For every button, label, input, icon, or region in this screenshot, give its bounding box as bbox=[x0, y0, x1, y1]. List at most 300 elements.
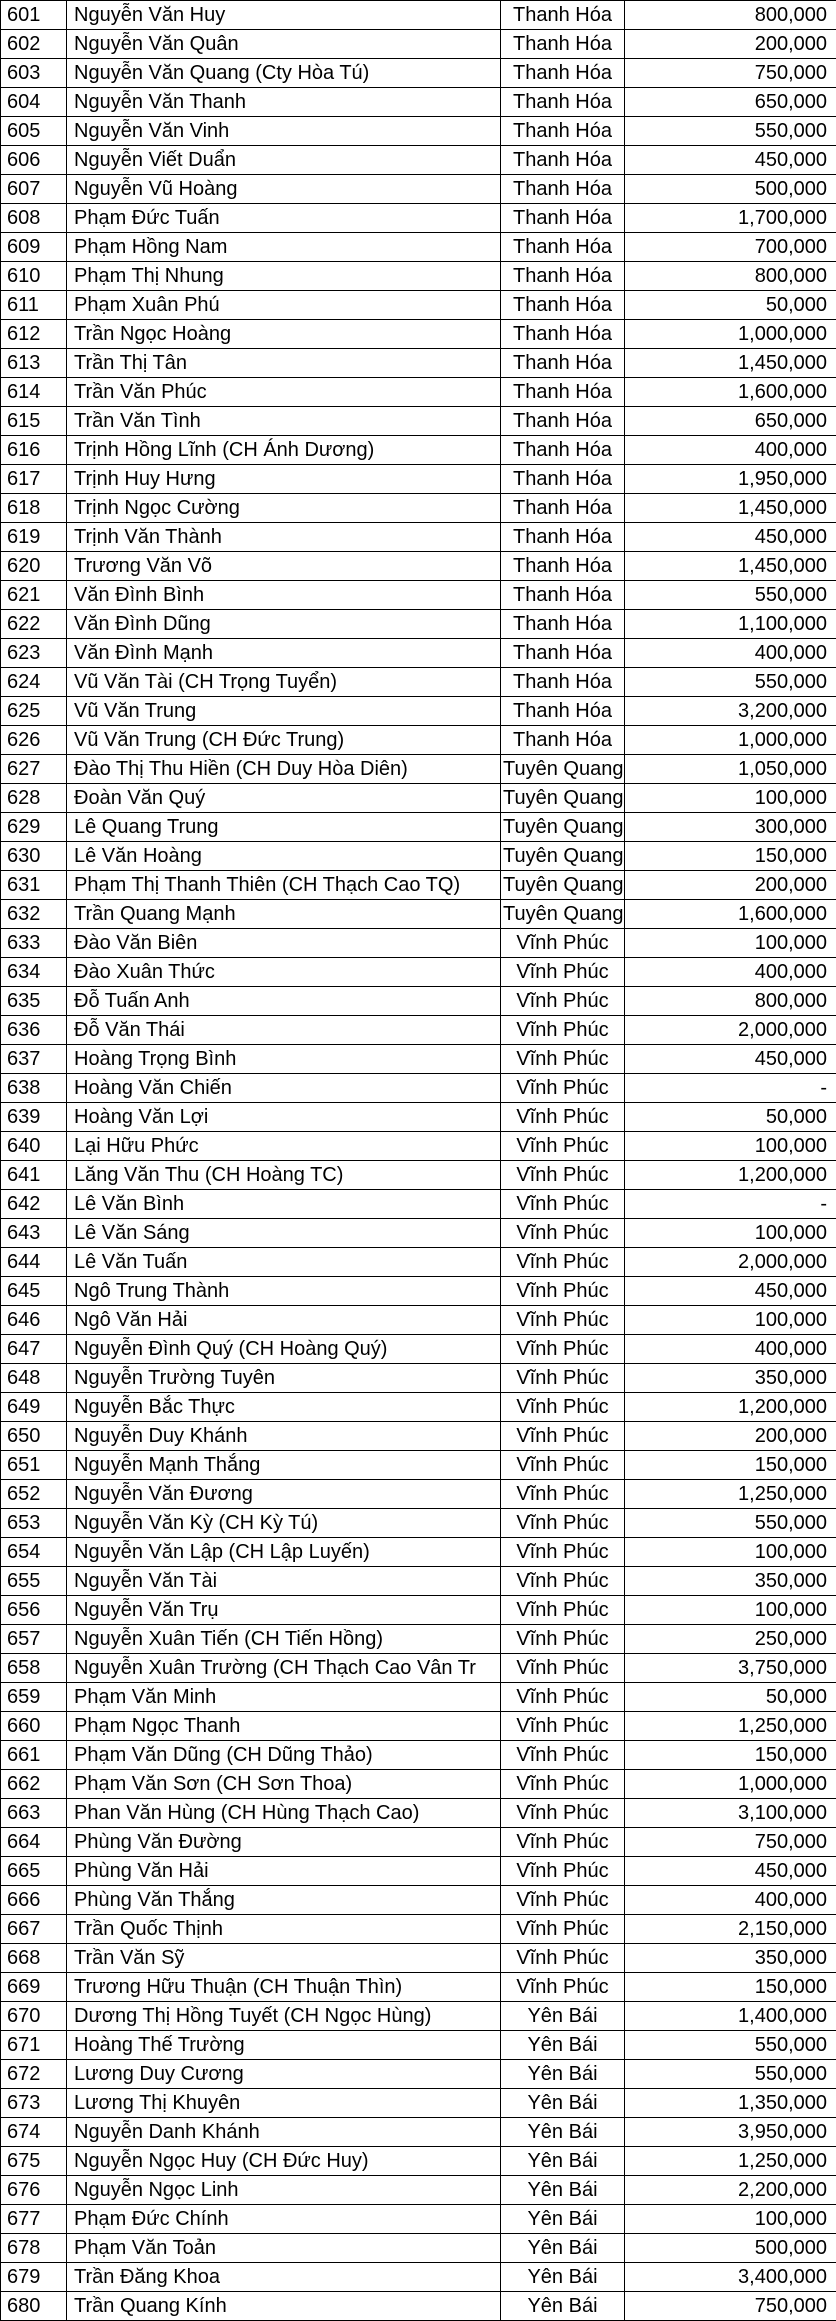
name-cell: Nguyễn Xuân Tiến (CH Tiến Hồng) bbox=[67, 1625, 501, 1654]
province-cell: Thanh Hóa bbox=[501, 175, 625, 204]
table-row bbox=[1, 1741, 836, 1770]
amount-cell: 450,000 bbox=[625, 523, 836, 552]
table-row bbox=[1, 1016, 836, 1045]
row-number-cell: 678 bbox=[1, 2234, 67, 2263]
province-cell: Thanh Hóa bbox=[501, 494, 625, 523]
name-cell: Nguyễn Mạnh Thắng bbox=[67, 1451, 501, 1480]
table-row bbox=[1, 1538, 836, 1567]
name-cell: Văn Đình Mạnh bbox=[67, 639, 501, 668]
amount-cell: 100,000 bbox=[625, 1306, 836, 1335]
row-number-cell: 603 bbox=[1, 59, 67, 88]
amount-cell: 2,150,000 bbox=[625, 1915, 836, 1944]
amount-cell: 400,000 bbox=[625, 1886, 836, 1915]
name-cell: Trần Văn Tình bbox=[67, 407, 501, 436]
province-cell: Thanh Hóa bbox=[501, 726, 625, 755]
province-cell: Thanh Hóa bbox=[501, 581, 625, 610]
province-cell: Yên Bái bbox=[501, 2292, 625, 2321]
province-cell: Tuyên Quang bbox=[501, 784, 625, 813]
table-row bbox=[1, 1799, 836, 1828]
name-cell: Hoàng Văn Chiến bbox=[67, 1074, 501, 1103]
row-number-cell: 650 bbox=[1, 1422, 67, 1451]
table-row bbox=[1, 1625, 836, 1654]
table-row bbox=[1, 1480, 836, 1509]
province-cell: Vĩnh Phúc bbox=[501, 1973, 625, 2002]
amount-cell: 750,000 bbox=[625, 2292, 836, 2321]
amount-cell: 550,000 bbox=[625, 2060, 836, 2089]
province-cell: Vĩnh Phúc bbox=[501, 1625, 625, 1654]
amount-cell: 100,000 bbox=[625, 784, 836, 813]
province-cell: Tuyên Quang bbox=[501, 871, 625, 900]
row-number-cell: 675 bbox=[1, 2147, 67, 2176]
province-cell: Vĩnh Phúc bbox=[501, 1857, 625, 1886]
name-cell: Lăng Văn Thu (CH Hoàng TC) bbox=[67, 1161, 501, 1190]
province-cell: Thanh Hóa bbox=[501, 1, 625, 30]
province-cell: Thanh Hóa bbox=[501, 233, 625, 262]
table-row bbox=[1, 1567, 836, 1596]
amount-cell: 50,000 bbox=[625, 291, 836, 320]
amount-cell: 1,600,000 bbox=[625, 900, 836, 929]
name-cell: Trần Văn Phúc bbox=[67, 378, 501, 407]
name-cell: Vũ Văn Trung (CH Đức Trung) bbox=[67, 726, 501, 755]
name-cell: Nguyễn Văn Đương bbox=[67, 1480, 501, 1509]
table-row bbox=[1, 1335, 836, 1364]
province-cell: Thanh Hóa bbox=[501, 262, 625, 291]
amount-cell: 1,250,000 bbox=[625, 1480, 836, 1509]
table-row bbox=[1, 291, 836, 320]
name-cell: Nguyễn Văn Vinh bbox=[67, 117, 501, 146]
row-number-cell: 662 bbox=[1, 1770, 67, 1799]
amount-cell: 100,000 bbox=[625, 2205, 836, 2234]
amount-cell: - bbox=[625, 1074, 836, 1103]
row-number-cell: 646 bbox=[1, 1306, 67, 1335]
row-number-cell: 641 bbox=[1, 1161, 67, 1190]
amount-cell: 1,700,000 bbox=[625, 204, 836, 233]
row-number-cell: 607 bbox=[1, 175, 67, 204]
row-number-cell: 655 bbox=[1, 1567, 67, 1596]
table-row bbox=[1, 407, 836, 436]
province-cell: Thanh Hóa bbox=[501, 610, 625, 639]
province-cell: Vĩnh Phúc bbox=[501, 958, 625, 987]
table-row bbox=[1, 813, 836, 842]
name-cell: Phạm Văn Sơn (CH Sơn Thoa) bbox=[67, 1770, 501, 1799]
row-number-cell: 652 bbox=[1, 1480, 67, 1509]
name-cell: Nguyễn Danh Khánh bbox=[67, 2118, 501, 2147]
row-number-cell: 611 bbox=[1, 291, 67, 320]
row-number-cell: 622 bbox=[1, 610, 67, 639]
name-cell: Hoàng Trọng Bình bbox=[67, 1045, 501, 1074]
name-cell: Phạm Văn Minh bbox=[67, 1683, 501, 1712]
province-cell: Vĩnh Phúc bbox=[501, 1364, 625, 1393]
row-number-cell: 647 bbox=[1, 1335, 67, 1364]
name-cell: Phạm Văn Toản bbox=[67, 2234, 501, 2263]
row-number-cell: 609 bbox=[1, 233, 67, 262]
name-cell: Phùng Văn Đường bbox=[67, 1828, 501, 1857]
province-cell: Thanh Hóa bbox=[501, 523, 625, 552]
table-row bbox=[1, 2060, 836, 2089]
amount-cell: 800,000 bbox=[625, 1, 836, 30]
row-number-cell: 612 bbox=[1, 320, 67, 349]
name-cell: Phùng Văn Hải bbox=[67, 1857, 501, 1886]
province-cell: Yên Bái bbox=[501, 2118, 625, 2147]
table-row bbox=[1, 552, 836, 581]
row-number-cell: 674 bbox=[1, 2118, 67, 2147]
amount-cell: 150,000 bbox=[625, 842, 836, 871]
province-cell: Vĩnh Phúc bbox=[501, 1132, 625, 1161]
amount-cell: 200,000 bbox=[625, 871, 836, 900]
province-cell: Vĩnh Phúc bbox=[501, 1538, 625, 1567]
table-row bbox=[1, 610, 836, 639]
table-row bbox=[1, 958, 836, 987]
row-number-cell: 621 bbox=[1, 581, 67, 610]
table-row bbox=[1, 1306, 836, 1335]
table-row bbox=[1, 2002, 836, 2031]
amount-cell: 400,000 bbox=[625, 958, 836, 987]
province-cell: Vĩnh Phúc bbox=[501, 1190, 625, 1219]
name-cell: Nguyễn Ngọc Linh bbox=[67, 2176, 501, 2205]
table-row bbox=[1, 1074, 836, 1103]
amount-cell: 2,200,000 bbox=[625, 2176, 836, 2205]
name-cell: Lê Văn Bình bbox=[67, 1190, 501, 1219]
name-cell: Đào Văn Biên bbox=[67, 929, 501, 958]
name-cell: Trần Quốc Thịnh bbox=[67, 1915, 501, 1944]
amount-cell: 1,000,000 bbox=[625, 1770, 836, 1799]
row-number-cell: 668 bbox=[1, 1944, 67, 1973]
name-cell: Nguyễn Văn Huy bbox=[67, 1, 501, 30]
province-cell: Vĩnh Phúc bbox=[501, 1306, 625, 1335]
row-number-cell: 640 bbox=[1, 1132, 67, 1161]
row-number-cell: 630 bbox=[1, 842, 67, 871]
amount-cell: 1,200,000 bbox=[625, 1393, 836, 1422]
amount-cell: 1,450,000 bbox=[625, 494, 836, 523]
province-cell: Vĩnh Phúc bbox=[501, 1683, 625, 1712]
amount-cell: 200,000 bbox=[625, 30, 836, 59]
province-cell: Thanh Hóa bbox=[501, 378, 625, 407]
province-cell: Thanh Hóa bbox=[501, 88, 625, 117]
amount-cell: 3,100,000 bbox=[625, 1799, 836, 1828]
name-cell: Ngô Trung Thành bbox=[67, 1277, 501, 1306]
amount-cell: 1,100,000 bbox=[625, 610, 836, 639]
table-row bbox=[1, 2147, 836, 2176]
amount-cell: 200,000 bbox=[625, 1422, 836, 1451]
amount-cell: 650,000 bbox=[625, 88, 836, 117]
table-row bbox=[1, 1393, 836, 1422]
name-cell: Nguyễn Duy Khánh bbox=[67, 1422, 501, 1451]
name-cell: Nguyễn Văn Thanh bbox=[67, 88, 501, 117]
province-cell: Vĩnh Phúc bbox=[501, 1016, 625, 1045]
name-cell: Lê Văn Tuấn bbox=[67, 1248, 501, 1277]
row-number-cell: 656 bbox=[1, 1596, 67, 1625]
table-row bbox=[1, 1944, 836, 1973]
row-number-cell: 615 bbox=[1, 407, 67, 436]
name-cell: Văn Đình Dũng bbox=[67, 610, 501, 639]
table-row bbox=[1, 436, 836, 465]
province-cell: Vĩnh Phúc bbox=[501, 1712, 625, 1741]
province-cell: Vĩnh Phúc bbox=[501, 1509, 625, 1538]
row-number-cell: 665 bbox=[1, 1857, 67, 1886]
row-number-cell: 606 bbox=[1, 146, 67, 175]
amount-cell: 2,000,000 bbox=[625, 1016, 836, 1045]
amount-cell: 400,000 bbox=[625, 1335, 836, 1364]
province-cell: Vĩnh Phúc bbox=[501, 1799, 625, 1828]
province-cell: Vĩnh Phúc bbox=[501, 1451, 625, 1480]
name-cell: Trần Đăng Khoa bbox=[67, 2263, 501, 2292]
row-number-cell: 626 bbox=[1, 726, 67, 755]
row-number-cell: 635 bbox=[1, 987, 67, 1016]
table-row bbox=[1, 581, 836, 610]
table-row bbox=[1, 1248, 836, 1277]
province-cell: Thanh Hóa bbox=[501, 639, 625, 668]
row-number-cell: 633 bbox=[1, 929, 67, 958]
table-row bbox=[1, 755, 836, 784]
amount-cell: 500,000 bbox=[625, 2234, 836, 2263]
amount-cell: 350,000 bbox=[625, 1567, 836, 1596]
name-cell: Nguyễn Văn Lập (CH Lập Luyến) bbox=[67, 1538, 501, 1567]
row-number-cell: 616 bbox=[1, 436, 67, 465]
table-row bbox=[1, 59, 836, 88]
province-cell: Vĩnh Phúc bbox=[501, 1915, 625, 1944]
name-cell: Trần Thị Tân bbox=[67, 349, 501, 378]
amount-cell: 1,450,000 bbox=[625, 349, 836, 378]
province-cell: Thanh Hóa bbox=[501, 59, 625, 88]
row-number-cell: 634 bbox=[1, 958, 67, 987]
row-number-cell: 658 bbox=[1, 1654, 67, 1683]
row-number-cell: 605 bbox=[1, 117, 67, 146]
row-number-cell: 610 bbox=[1, 262, 67, 291]
province-cell: Yên Bái bbox=[501, 2147, 625, 2176]
amount-cell: 700,000 bbox=[625, 233, 836, 262]
province-cell: Thanh Hóa bbox=[501, 291, 625, 320]
province-cell: Vĩnh Phúc bbox=[501, 1248, 625, 1277]
province-cell: Thanh Hóa bbox=[501, 117, 625, 146]
row-number-cell: 672 bbox=[1, 2060, 67, 2089]
table-row bbox=[1, 697, 836, 726]
name-cell: Lê Văn Hoàng bbox=[67, 842, 501, 871]
name-cell: Lương Duy Cương bbox=[67, 2060, 501, 2089]
row-number-cell: 628 bbox=[1, 784, 67, 813]
row-number-cell: 636 bbox=[1, 1016, 67, 1045]
name-cell: Phạm Thị Thanh Thiên (CH Thạch Cao TQ) bbox=[67, 871, 501, 900]
table-row bbox=[1, 88, 836, 117]
table-row bbox=[1, 1654, 836, 1683]
name-cell: Trương Văn Võ bbox=[67, 552, 501, 581]
name-cell: Trần Quang Mạnh bbox=[67, 900, 501, 929]
name-cell: Đỗ Tuấn Anh bbox=[67, 987, 501, 1016]
amount-cell: 100,000 bbox=[625, 929, 836, 958]
table-row bbox=[1, 1451, 836, 1480]
name-cell: Trịnh Văn Thành bbox=[67, 523, 501, 552]
table-row bbox=[1, 668, 836, 697]
table-row bbox=[1, 1364, 836, 1393]
table-row bbox=[1, 871, 836, 900]
table-row bbox=[1, 523, 836, 552]
province-cell: Thanh Hóa bbox=[501, 204, 625, 233]
province-cell: Yên Bái bbox=[501, 2002, 625, 2031]
row-number-cell: 601 bbox=[1, 1, 67, 30]
province-cell: Vĩnh Phúc bbox=[501, 1480, 625, 1509]
amount-cell: 1,000,000 bbox=[625, 726, 836, 755]
name-cell: Trịnh Huy Hưng bbox=[67, 465, 501, 494]
amount-cell: 1,200,000 bbox=[625, 1161, 836, 1190]
province-cell: Vĩnh Phúc bbox=[501, 1045, 625, 1074]
name-cell: Phạm Xuân Phú bbox=[67, 291, 501, 320]
row-number-cell: 669 bbox=[1, 1973, 67, 2002]
row-number-cell: 660 bbox=[1, 1712, 67, 1741]
table-body bbox=[1, 1, 836, 2321]
name-cell: Đỗ Văn Thái bbox=[67, 1016, 501, 1045]
row-number-cell: 618 bbox=[1, 494, 67, 523]
amount-cell: 3,950,000 bbox=[625, 2118, 836, 2147]
table-row bbox=[1, 494, 836, 523]
table-row bbox=[1, 1596, 836, 1625]
name-cell: Vũ Văn Trung bbox=[67, 697, 501, 726]
amount-cell: 100,000 bbox=[625, 1596, 836, 1625]
amount-cell: 350,000 bbox=[625, 1944, 836, 1973]
amount-cell: 450,000 bbox=[625, 1277, 836, 1306]
name-cell: Phạm Ngọc Thanh bbox=[67, 1712, 501, 1741]
name-cell: Phạm Văn Dũng (CH Dũng Thảo) bbox=[67, 1741, 501, 1770]
table-row bbox=[1, 378, 836, 407]
province-cell: Vĩnh Phúc bbox=[501, 1886, 625, 1915]
province-cell: Thanh Hóa bbox=[501, 30, 625, 59]
table-row bbox=[1, 842, 836, 871]
row-number-cell: 653 bbox=[1, 1509, 67, 1538]
table-row bbox=[1, 1712, 836, 1741]
amount-cell: 350,000 bbox=[625, 1364, 836, 1393]
amount-cell: 50,000 bbox=[625, 1103, 836, 1132]
row-number-cell: 661 bbox=[1, 1741, 67, 1770]
amount-cell: 300,000 bbox=[625, 813, 836, 842]
province-cell: Vĩnh Phúc bbox=[501, 1422, 625, 1451]
table-row bbox=[1, 2031, 836, 2060]
row-number-cell: 638 bbox=[1, 1074, 67, 1103]
amount-cell: 3,200,000 bbox=[625, 697, 836, 726]
province-cell: Thanh Hóa bbox=[501, 146, 625, 175]
table-row bbox=[1, 2176, 836, 2205]
row-number-cell: 648 bbox=[1, 1364, 67, 1393]
row-number-cell: 651 bbox=[1, 1451, 67, 1480]
amount-cell: 100,000 bbox=[625, 1219, 836, 1248]
province-cell: Thanh Hóa bbox=[501, 407, 625, 436]
province-cell: Thanh Hóa bbox=[501, 436, 625, 465]
row-number-cell: 613 bbox=[1, 349, 67, 378]
row-number-cell: 680 bbox=[1, 2292, 67, 2321]
amount-cell: 450,000 bbox=[625, 146, 836, 175]
name-cell: Hoàng Thế Trường bbox=[67, 2031, 501, 2060]
province-cell: Yên Bái bbox=[501, 2031, 625, 2060]
name-cell: Trịnh Hồng Lĩnh (CH Ánh Dương) bbox=[67, 436, 501, 465]
amount-cell: 100,000 bbox=[625, 1538, 836, 1567]
name-cell: Đoàn Văn Quý bbox=[67, 784, 501, 813]
amount-cell: 400,000 bbox=[625, 639, 836, 668]
row-number-cell: 671 bbox=[1, 2031, 67, 2060]
row-number-cell: 619 bbox=[1, 523, 67, 552]
table-row bbox=[1, 1103, 836, 1132]
table-row bbox=[1, 204, 836, 233]
row-number-cell: 649 bbox=[1, 1393, 67, 1422]
row-number-cell: 629 bbox=[1, 813, 67, 842]
amount-cell: 750,000 bbox=[625, 59, 836, 88]
name-cell: Nguyễn Trường Tuyên bbox=[67, 1364, 501, 1393]
table-row bbox=[1, 1973, 836, 2002]
row-number-cell: 663 bbox=[1, 1799, 67, 1828]
table-row bbox=[1, 262, 836, 291]
amount-cell: 800,000 bbox=[625, 262, 836, 291]
row-number-cell: 632 bbox=[1, 900, 67, 929]
table-row bbox=[1, 30, 836, 59]
amount-cell: 3,400,000 bbox=[625, 2263, 836, 2292]
province-cell: Thanh Hóa bbox=[501, 668, 625, 697]
table-row bbox=[1, 1683, 836, 1712]
province-cell: Thanh Hóa bbox=[501, 697, 625, 726]
province-cell: Vĩnh Phúc bbox=[501, 1741, 625, 1770]
name-cell: Lê Quang Trung bbox=[67, 813, 501, 842]
amount-cell: 100,000 bbox=[625, 1132, 836, 1161]
province-cell: Vĩnh Phúc bbox=[501, 1393, 625, 1422]
amount-cell: 550,000 bbox=[625, 1509, 836, 1538]
name-cell: Lại Hữu Phức bbox=[67, 1132, 501, 1161]
table-row bbox=[1, 1, 836, 30]
province-cell: Yên Bái bbox=[501, 2060, 625, 2089]
table-row bbox=[1, 1770, 836, 1799]
table-row bbox=[1, 2263, 836, 2292]
amount-cell: 250,000 bbox=[625, 1625, 836, 1654]
table-row bbox=[1, 929, 836, 958]
name-cell: Nguyễn Vũ Hoàng bbox=[67, 175, 501, 204]
province-cell: Vĩnh Phúc bbox=[501, 1944, 625, 1973]
province-cell: Thanh Hóa bbox=[501, 349, 625, 378]
row-number-cell: 620 bbox=[1, 552, 67, 581]
table-row bbox=[1, 1219, 836, 1248]
province-cell: Vĩnh Phúc bbox=[501, 987, 625, 1016]
province-cell: Vĩnh Phúc bbox=[501, 1828, 625, 1857]
row-number-cell: 617 bbox=[1, 465, 67, 494]
amount-cell: 750,000 bbox=[625, 1828, 836, 1857]
province-cell: Tuyên Quang bbox=[501, 842, 625, 871]
table-row bbox=[1, 1277, 836, 1306]
amount-cell: 150,000 bbox=[625, 1973, 836, 2002]
amount-cell: 1,450,000 bbox=[625, 552, 836, 581]
table-row bbox=[1, 1190, 836, 1219]
province-cell: Tuyên Quang bbox=[501, 755, 625, 784]
row-number-cell: 679 bbox=[1, 2263, 67, 2292]
name-cell: Nguyễn Đình Quý (CH Hoàng Quý) bbox=[67, 1335, 501, 1364]
name-cell: Ngô Văn Hải bbox=[67, 1306, 501, 1335]
province-cell: Thanh Hóa bbox=[501, 552, 625, 581]
row-number-cell: 637 bbox=[1, 1045, 67, 1074]
row-number-cell: 642 bbox=[1, 1190, 67, 1219]
name-cell: Vũ Văn Tài (CH Trọng Tuyển) bbox=[67, 668, 501, 697]
name-cell: Phùng Văn Thắng bbox=[67, 1886, 501, 1915]
amount-cell: 400,000 bbox=[625, 436, 836, 465]
amount-cell: 500,000 bbox=[625, 175, 836, 204]
province-cell: Vĩnh Phúc bbox=[501, 1335, 625, 1364]
table-row bbox=[1, 2234, 836, 2263]
amount-cell: 800,000 bbox=[625, 987, 836, 1016]
amount-cell: 1,400,000 bbox=[625, 2002, 836, 2031]
table-row bbox=[1, 117, 836, 146]
amount-cell: 150,000 bbox=[625, 1451, 836, 1480]
table-row bbox=[1, 2205, 836, 2234]
row-number-cell: 608 bbox=[1, 204, 67, 233]
name-cell: Nguyễn Văn Tài bbox=[67, 1567, 501, 1596]
table-row bbox=[1, 465, 836, 494]
amount-cell: 1,950,000 bbox=[625, 465, 836, 494]
row-number-cell: 644 bbox=[1, 1248, 67, 1277]
name-cell: Trương Hữu Thuận (CH Thuận Thìn) bbox=[67, 1973, 501, 2002]
province-cell: Thanh Hóa bbox=[501, 320, 625, 349]
amount-cell: 650,000 bbox=[625, 407, 836, 436]
name-cell: Phạm Đức Chính bbox=[67, 2205, 501, 2234]
